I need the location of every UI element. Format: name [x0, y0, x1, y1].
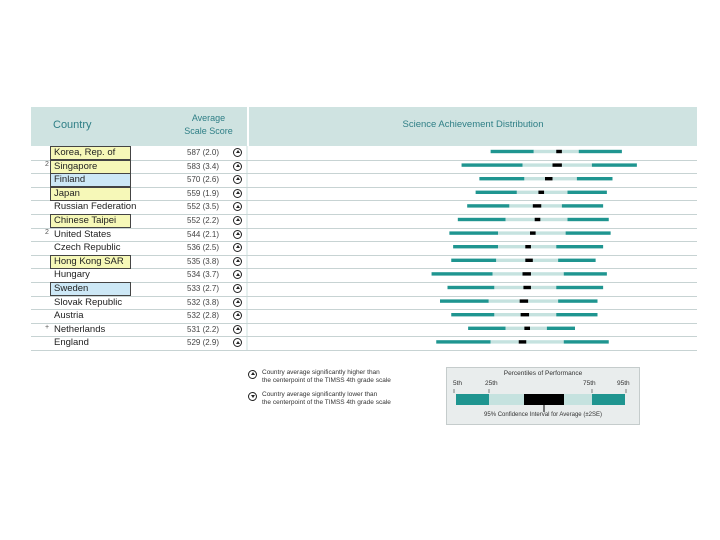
table-row	[31, 323, 697, 338]
country-name: England	[54, 337, 89, 349]
country-name: Slovak Republic	[54, 296, 123, 308]
legend-higher-line1: Country average significantly higher than	[262, 369, 380, 376]
key-p25-label: 25th	[485, 380, 498, 387]
country-footnote-mark: 2	[45, 160, 49, 168]
average-score: 532 (3.8)	[187, 297, 220, 307]
table-row	[31, 214, 697, 229]
table-row	[31, 268, 697, 283]
country-name: Singapore	[54, 160, 98, 172]
table-row	[31, 296, 697, 311]
table-row	[31, 282, 697, 297]
key-note: 95% Confidence Interval for Average (±2SE)	[484, 412, 602, 418]
significance-higher-icon	[233, 325, 242, 334]
percentile-key	[446, 367, 640, 425]
significance-higher-icon	[233, 189, 242, 198]
country-name: Sweden	[54, 283, 89, 294]
country-name: Finland	[54, 174, 86, 186]
average-score: 552 (3.5)	[187, 202, 220, 212]
score-column-header	[181, 112, 236, 138]
table-row	[31, 336, 697, 351]
country-name: Hungary	[54, 269, 90, 281]
average-score: 535 (3.8)	[187, 256, 220, 266]
key-low-segment	[456, 394, 489, 405]
average-score: 534 (3.7)	[187, 270, 220, 280]
average-score: 536 (2.5)	[187, 243, 220, 253]
significance-higher-icon	[233, 270, 242, 279]
score-header-line1: Average	[191, 113, 226, 123]
lower-icon	[248, 392, 257, 401]
table-row	[31, 241, 697, 256]
country-name: Netherlands	[54, 323, 106, 335]
country-footnote-mark: 2	[45, 228, 49, 236]
country-column-header: Country	[53, 119, 92, 131]
country-footnote-mark: +	[45, 323, 50, 331]
significance-higher-icon	[233, 162, 242, 171]
legend-lower-line1: Country average significantly lower than	[262, 391, 378, 398]
table-row	[31, 200, 697, 215]
significance-higher-icon	[233, 284, 242, 293]
table-row	[31, 160, 697, 175]
table-row	[31, 255, 697, 270]
key-p95-label: 95th	[617, 380, 630, 387]
significance-higher-icon	[233, 230, 242, 239]
key-p5-label: 5th	[453, 380, 463, 387]
key-p75-label: 75th	[583, 380, 596, 387]
key-ci-segment	[524, 394, 564, 405]
significance-higher-icon	[233, 298, 242, 307]
key-title: Percentiles of Performance	[503, 370, 583, 377]
higher-icon	[248, 370, 257, 379]
significance-higher-icon	[233, 216, 242, 225]
average-score: 529 (2.9)	[187, 338, 220, 348]
average-score: 587 (2.0)	[187, 148, 220, 157]
average-score: 533 (2.7)	[187, 284, 220, 293]
country-name: Japan	[54, 187, 80, 199]
significance-higher-icon	[233, 148, 242, 157]
key-high-segment	[592, 394, 625, 405]
significance-higher-icon	[233, 338, 242, 347]
legend-higher-line2: the centerpoint of the TIMSS 4th grade scale	[262, 377, 391, 384]
average-score: 531 (2.2)	[187, 324, 220, 334]
country-name: Hong Kong SAR	[54, 255, 124, 267]
score-header-line2: Scale Score	[184, 126, 233, 136]
legend-lower-line2: the centerpoint of the TIMSS 4th grade scale	[262, 399, 391, 406]
significance-higher-icon	[233, 202, 242, 211]
distribution-column-header: Science Achievement Distribution	[402, 119, 544, 130]
table-row	[31, 228, 697, 243]
significance-higher-icon	[233, 243, 242, 252]
country-name: Austria	[54, 310, 84, 322]
country-name: Czech Republic	[54, 242, 121, 254]
table-row	[31, 146, 697, 161]
average-score: 544 (2.1)	[187, 229, 220, 239]
country-name: Korea, Rep. of	[54, 147, 116, 158]
average-score: 532 (2.8)	[187, 311, 220, 321]
average-score: 552 (2.2)	[187, 216, 220, 225]
table-row	[31, 309, 697, 324]
country-name: United States	[54, 228, 112, 240]
country-name: Russian Federation	[54, 201, 137, 213]
significance-higher-icon	[233, 257, 242, 266]
significance-higher-icon	[233, 311, 242, 320]
table-row	[31, 187, 697, 202]
average-score: 559 (1.9)	[187, 188, 220, 198]
table-row	[31, 173, 697, 188]
significance-higher-icon	[233, 175, 242, 184]
average-score: 583 (3.4)	[187, 161, 220, 171]
average-score: 570 (2.6)	[187, 175, 220, 185]
country-name: Chinese Taipei	[54, 215, 117, 226]
table-header	[31, 107, 697, 146]
